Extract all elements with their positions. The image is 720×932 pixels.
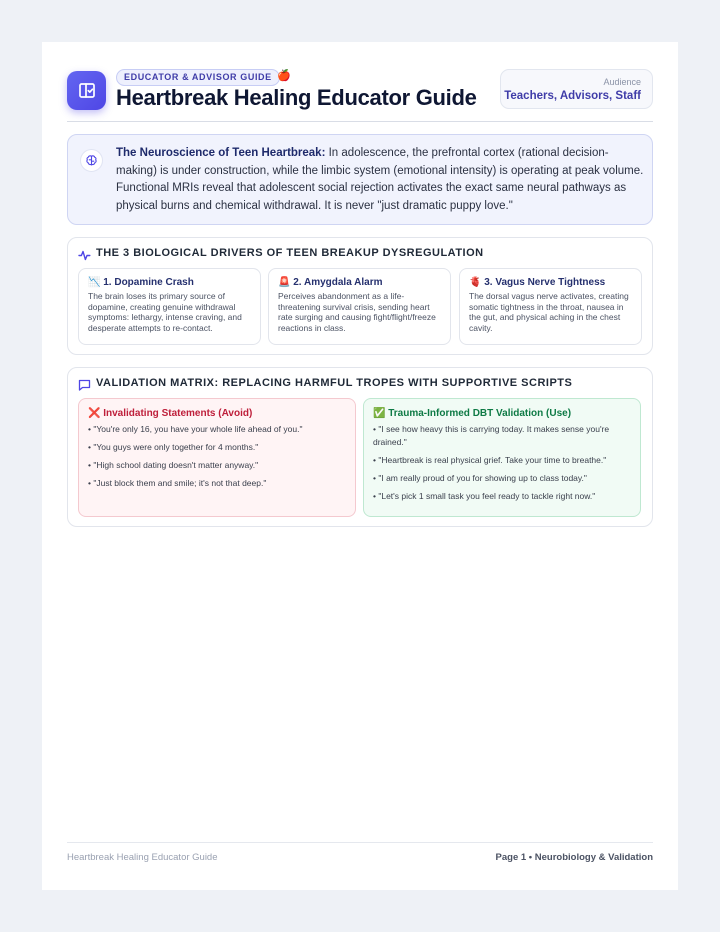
audience-label: Audience [603, 77, 641, 87]
validation-matrix-section [67, 367, 653, 527]
page-title: Heartbreak Healing Educator Guide [116, 85, 477, 110]
intro-body: In adolescence, the prefrontal cortex (rational decision-making) is under construction, while the limbic system (emotional intensity) is operating at peak volume. Functional MRIs reveal that adolescent social rejection activates the exact same neural pathways as physical burns and chemical withdrawal. It is never "just dramatic puppy love." [116, 147, 644, 212]
book-check-icon [67, 71, 106, 110]
driver-card-body: The dorsal vagus nerve activates, creating somatic tightness in the throat, nausea in the gut, and physical aching in the chest cavity. [469, 291, 629, 333]
intro-lead: The Neuroscience of Teen Heartbreak: [116, 147, 326, 159]
list-item: • "Just block them and smile; it's not that deep." [88, 478, 267, 488]
driver-card-vagus [459, 268, 642, 345]
use-list [373, 423, 631, 503]
header-divider [67, 121, 653, 122]
footer-divider [67, 842, 653, 843]
audience-box [500, 69, 653, 109]
list-item: • "You're only 16, you have your whole life ahead of you." [88, 424, 303, 434]
intro-text [116, 145, 644, 215]
list-item: • "High school dating doesn't matter anyway." [88, 460, 259, 470]
list-item: • "I see how heavy this is carrying today. It makes sense you're drained." [373, 424, 610, 447]
drivers-section [67, 237, 653, 355]
footer-page-info: Page 1 • Neurobiology & Validation [495, 852, 653, 863]
list-item: • "Heartbreak is real physical grief. Take your time to breathe." [373, 455, 607, 465]
driver-card-body: The brain loses its primary source of dopamine, creating genuine withdrawal symptoms: lethargy, intense craving, and desperate attempts to re-contact. [88, 291, 242, 333]
use-column [363, 398, 641, 517]
use-title: ✅ Trauma-Informed DBT Validation (Use) [373, 408, 572, 419]
drivers-title: THE 3 BIOLOGICAL DRIVERS OF TEEN BREAKUP DYSREGULATION [96, 247, 484, 259]
guide-page [42, 42, 678, 890]
message-square-icon [78, 378, 91, 396]
driver-card-amygdala [268, 268, 451, 345]
matrix-title: VALIDATION MATRIX: REPLACING HARMFUL TROPES WITH SUPPORTIVE SCRIPTS [96, 377, 573, 389]
avoid-list [88, 423, 346, 490]
driver-card-title: 📉 1. Dopamine Crash [88, 277, 194, 288]
intro-callout [67, 134, 653, 225]
brain-icon [80, 149, 103, 172]
audience-value: Teachers, Advisors, Staff [504, 90, 641, 102]
header [67, 69, 653, 123]
activity-icon [78, 248, 91, 266]
avoid-title: ❌ Invalidating Statements (Avoid) [88, 408, 253, 419]
footer-title: Heartbreak Healing Educator Guide [67, 852, 218, 863]
driver-card-title: 🚨 2. Amygdala Alarm [278, 277, 383, 288]
driver-card-title: 🫀 3. Vagus Nerve Tightness [469, 277, 606, 288]
list-item: • "I am really proud of you for showing up to class today." [373, 473, 587, 483]
driver-card-dopamine [78, 268, 261, 345]
list-item: • "Let's pick 1 small task you feel ready to tackle right now." [373, 491, 596, 501]
avoid-column [78, 398, 356, 517]
list-item: • "You guys were only together for 4 months." [88, 442, 259, 452]
apple-icon: 🍎 [277, 70, 291, 82]
driver-card-body: Perceives abandonment as a life-threatening survival crisis, sending heart rate surging and causing fight/flight/freeze reactions in class. [278, 291, 436, 333]
guide-type-badge: EDUCATOR & ADVISOR GUIDE [116, 69, 280, 86]
